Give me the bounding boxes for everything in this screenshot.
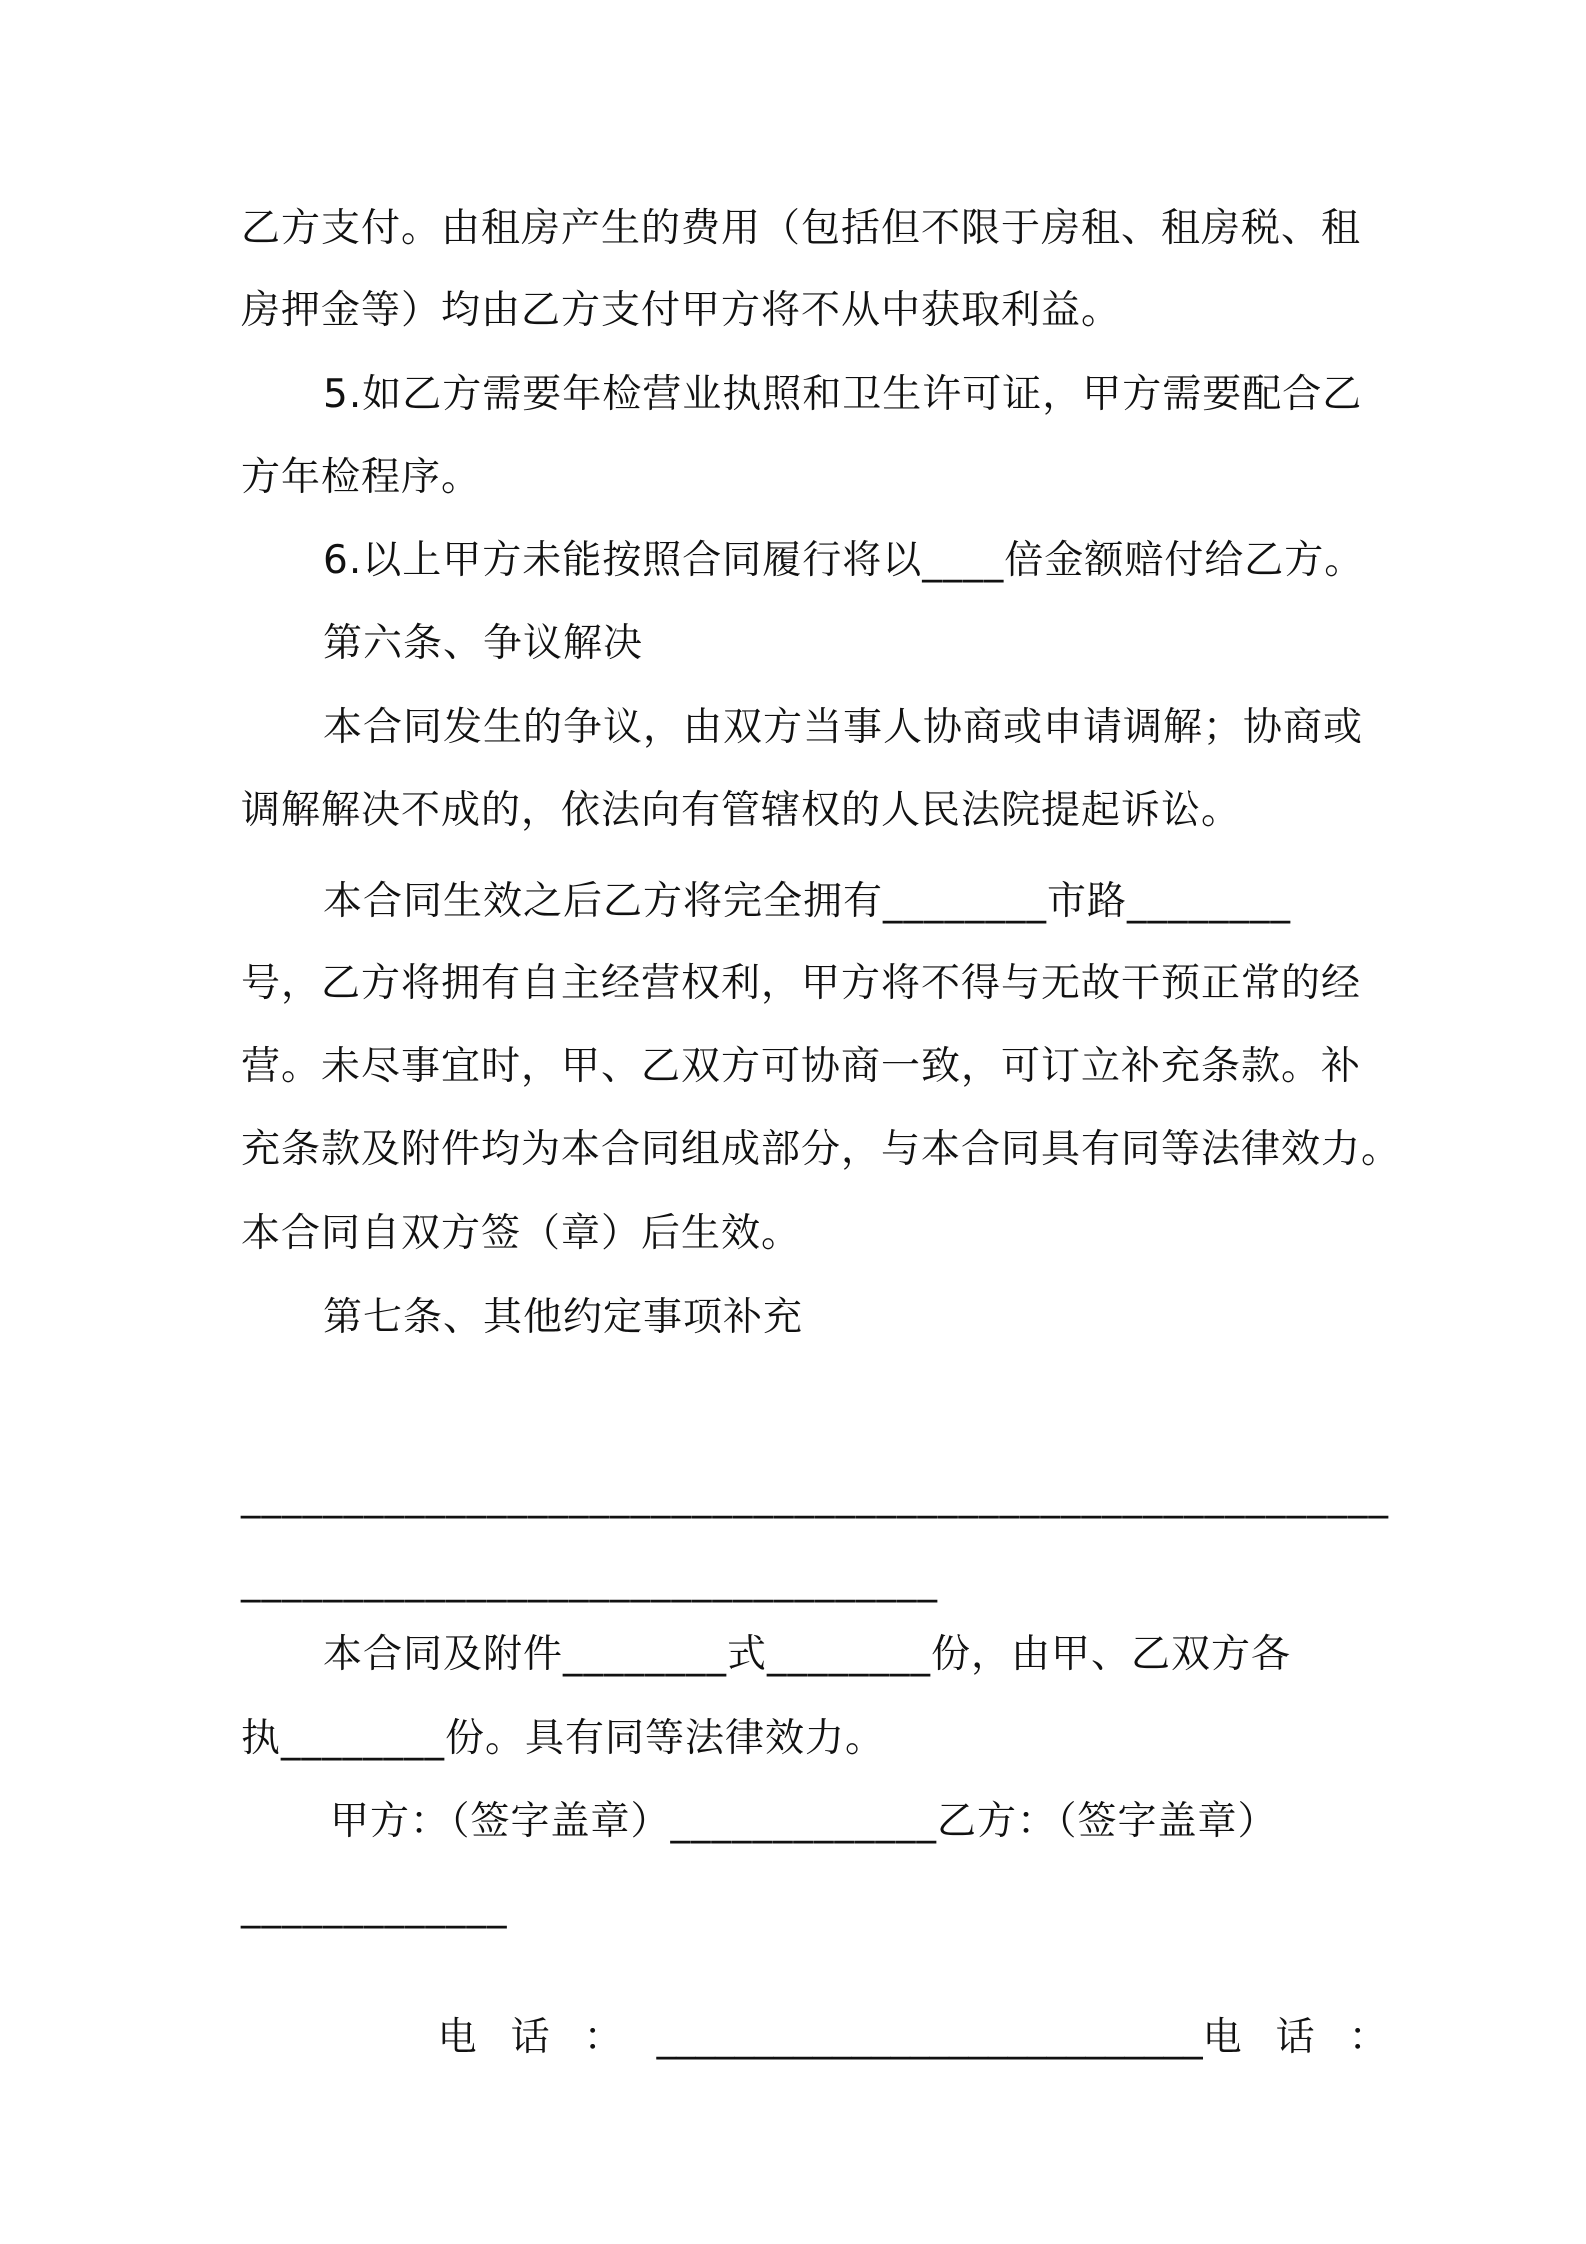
clause-6-line: 6.以上甲方未能按照合同履行将以____倍金额赔付给乙方。 bbox=[323, 538, 1365, 583]
signature-line: 甲方：（签字盖章）_____________乙方：（签字盖章） bbox=[330, 1799, 1278, 1844]
clause-5-line: 5.如乙方需要年检营业执照和卫生许可证，甲方需要配合乙 bbox=[323, 372, 1363, 417]
paragraph-line: 执________份。具有同等法律效力。 bbox=[241, 1716, 886, 1761]
paragraph-line: 方年检程序。 bbox=[241, 455, 482, 500]
blank-fill-line: __________________________________ bbox=[241, 1558, 938, 1603]
section-heading-7: 第七条、其他约定事项补充 bbox=[323, 1295, 804, 1340]
phone-row bbox=[388, 1966, 1422, 2110]
paragraph-line: 调解解决不成的，依法向有管辖权的人民法院提起诉讼。 bbox=[241, 788, 1242, 833]
paragraph-line: 本合同发生的争议，由双方当事人协商或申请调解；协商或 bbox=[323, 705, 1364, 750]
phone-label-right: 电话： bbox=[1202, 2015, 1422, 2060]
paragraph-line: 营。未尽事宜时，甲、乙双方可协商一致，可订立补充条款。补 bbox=[241, 1044, 1362, 1089]
paragraph-line: 本合同生效之后乙方将完全拥有________市路________ bbox=[323, 879, 1292, 924]
paragraph-line: 乙方支付。由租房产生的费用（包括但不限于房租、租房税、租 bbox=[241, 206, 1362, 251]
paragraph-line: 本合同自双方签（章）后生效。 bbox=[241, 1211, 802, 1256]
blank-fill-line: ________________________________________________________ bbox=[241, 1474, 1389, 1519]
section-heading-6: 第六条、争议解决 bbox=[323, 621, 644, 666]
paragraph-line: 本合同及附件________式________份，由甲、乙双方各 bbox=[323, 1632, 1292, 1677]
paragraph-line: 房押金等）均由乙方支付甲方将不从中获取利益。 bbox=[241, 288, 1122, 333]
signature-blank: _____________ bbox=[241, 1884, 508, 1929]
phone-label-left: 电话： bbox=[437, 2015, 657, 2060]
phone-blank: ____________________________ bbox=[656, 2015, 1203, 2060]
paragraph-line: 充条款及附件均为本合同组成部分，与本合同具有同等法律效力。 bbox=[241, 1127, 1402, 1172]
paragraph-line: 号，乙方将拥有自主经营权利，甲方将不得与无故干预正常的经 bbox=[241, 961, 1362, 1006]
